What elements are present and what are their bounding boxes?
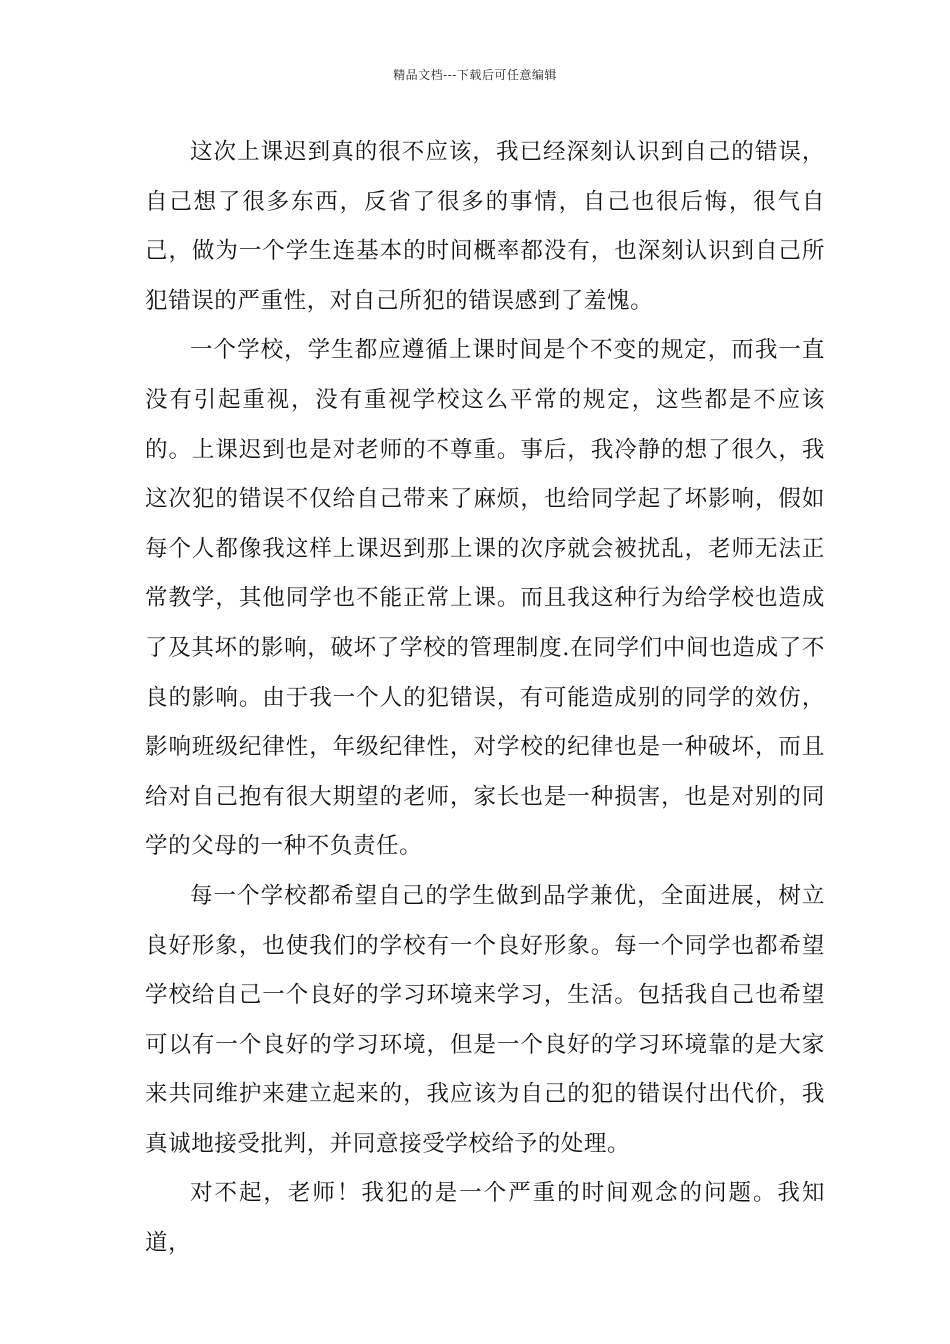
- document-body: [145, 128, 825, 1269]
- paragraph-1: 这次上课迟到真的很不应该，我已经深刻认识到自己的错误，自己想了很多东西，反省了很多的事情，自己也很后悔，很气自己，做为一个学生连基本的时间概率都没有，也深刻认识到自己所犯错误的严重性，对自己所犯的错误感到了羞愧。: [145, 139, 825, 314]
- page-header: 精品文档---下载后可任意编辑: [393, 68, 557, 82]
- paragraph-3: 每一个学校都希望自己的学生做到品学兼优，全面进展，树立良好形象，也使我们的学校有一个良好形象。每一个同学也都希望学校给自己一个良好的学习环境来学习，生活。包括我自己也希望可以有一个良好的学习环境，但是一个良好的学习环境靠的是大家来共同维护来建立起来的，我应该为自己的犯的错误付出代价，我真诚地接受批判，并同意接受学校给予的处理。: [145, 882, 825, 1157]
- paragraph-2: 一个学校，学生都应遵循上课时间是个不变的规定，而我一直没有引起重视，没有重视学校这么平常的规定，这些都是不应该的。上课迟到也是对老师的不尊重。事后，我冷静的想了很久，我这次犯的错误不仅给自己带来了麻烦，也给同学起了坏影响，假如每个人都像我这样上课迟到那上课的次序就会被扰乱，老师无法正常教学，其他同学也不能正常上课。而且我这种行为给学校也造成了及其坏的影响，破坏了学校的管理制度.在同学们中间也造成了不良的影响。由于我一个人的犯错误，有可能造成别的同学的效仿，影响班级纪律性，年级纪律性，对学校的纪律也是一种破坏，而且给对自己抱有很大期望的老师，家长也是一种损害，也是对别的同学的父母的一种不负责任。: [145, 337, 825, 860]
- paragraph-4: 对不起，老师！我犯的是一个严重的时间观念的问题。我知道，: [145, 1180, 825, 1257]
